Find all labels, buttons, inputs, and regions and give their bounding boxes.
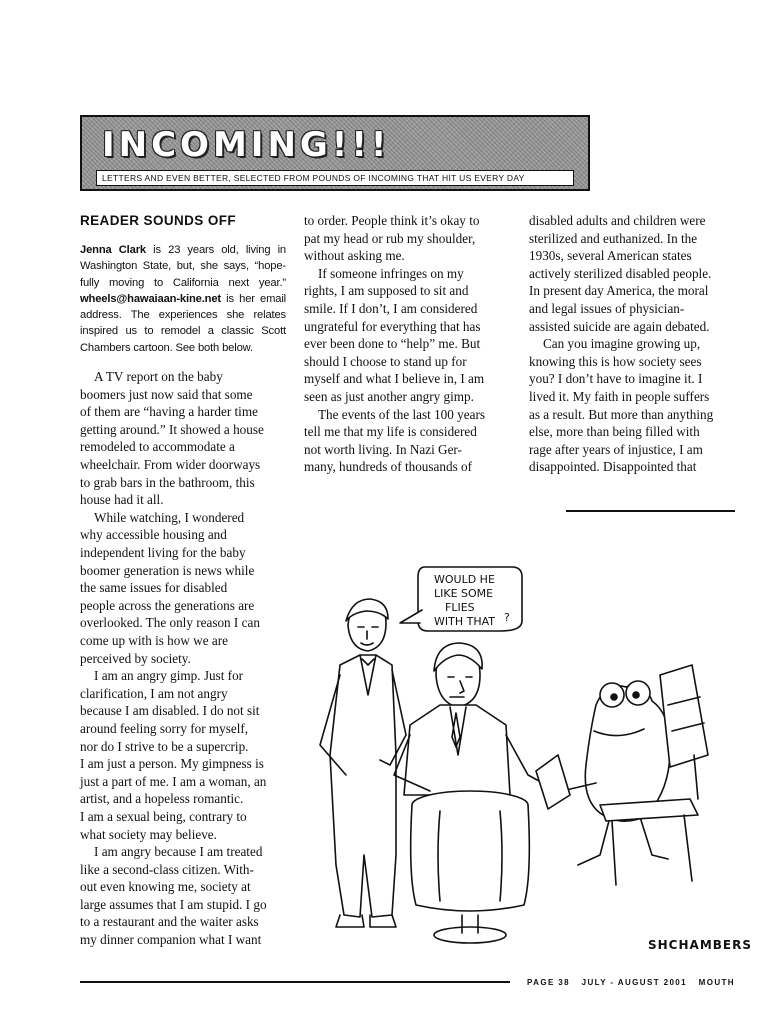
- body-line: overlooked. The only reason I can: [80, 615, 260, 631]
- speech-question-mark: ?: [504, 611, 510, 624]
- body-line: else, more than being filled with: [529, 424, 700, 440]
- body-line: ever been done to “help” me. But: [304, 336, 481, 352]
- column-end-rule: [566, 510, 735, 512]
- body-line: boomer generation is news while: [80, 562, 255, 578]
- body-line: The events of the last 100 years: [318, 406, 485, 422]
- body-line: to a restaurant and the waiter asks: [80, 914, 259, 930]
- body-line: nor do I strive to be a supercrip.: [80, 738, 249, 754]
- body-line: ungrateful for everything that has: [304, 318, 481, 334]
- body-line: disabled adults and children were: [529, 213, 706, 228]
- page-footer: [527, 978, 743, 987]
- body-line: knowing this is how society sees: [529, 353, 702, 369]
- article-intro: [80, 242, 286, 356]
- body-line: my dinner companion what I want: [80, 932, 262, 948]
- body-line: large assumes that I am stupid. I go: [80, 896, 267, 912]
- body-line: people across the generations are: [80, 597, 255, 613]
- body-line: you? I don’t have to imagine it. I: [529, 371, 703, 387]
- cartoon-drawing: [300, 555, 760, 965]
- speech-line-4: WITH THAT: [434, 615, 495, 628]
- speech-line-1: WOULD HE: [434, 573, 495, 586]
- speech-bubble-tail: [400, 610, 422, 623]
- body-line: I am a sexual being, contrary to: [80, 808, 247, 824]
- body-line: perceived by society.: [80, 650, 191, 666]
- footer-rule: [80, 981, 510, 983]
- body-line: because I am disabled. I do not sit: [80, 703, 260, 719]
- body-line: tell me that my life is considered: [304, 424, 477, 440]
- body-line: I am angry because I am treated: [94, 844, 263, 860]
- body-line: Can you imagine growing up,: [543, 336, 701, 352]
- body-line: pat my head or rub my shoulder,: [304, 230, 476, 246]
- body-line: I am an angry gimp. Just for: [94, 668, 244, 684]
- body-line: seen as just another angry gimp.: [304, 388, 474, 404]
- body-line: 1930s, several American states: [529, 248, 692, 264]
- body-line: artist, and a hopeless romantic.: [80, 791, 244, 807]
- article-column-2: [304, 212, 504, 476]
- body-line: disappointed. Disappointed that: [529, 459, 697, 475]
- article-column-3: [529, 212, 737, 476]
- speech-line-2: LIKE SOME: [434, 587, 494, 600]
- body-line: clarification, I am not angry: [80, 685, 228, 701]
- body-line: sterilized and euthanized. In the: [529, 230, 698, 246]
- incoming-banner: [80, 115, 590, 191]
- body-line: like a second-class citizen. With-: [80, 861, 254, 877]
- restaurant-table: [411, 791, 530, 943]
- body-line: I am just a person. My gimpness is: [80, 756, 264, 772]
- footer-magazine-name: MOUTH: [698, 978, 735, 987]
- body-line: If someone infringes on my: [318, 265, 464, 281]
- body-line: rights, I am supposed to sit and: [304, 283, 469, 299]
- body-line: to order. People think it’s okay to: [304, 213, 480, 228]
- body-line: independent living for the baby: [80, 545, 246, 561]
- body-line: what society may believe.: [80, 826, 217, 842]
- column-1-body: [80, 368, 286, 949]
- body-line: wheelchair. From wider doorways: [80, 457, 261, 473]
- body-line: assisted suicide are again debated.: [529, 318, 710, 334]
- body-line: to grab bars in the bathroom, this: [80, 474, 255, 490]
- body-line: many, hundreds of thousands of: [304, 459, 472, 475]
- body-line: should I choose to stand up for: [304, 353, 467, 369]
- cartoon-signature: SHCHAMBERS: [648, 938, 752, 952]
- body-line: myself and what I believe in, I am: [304, 371, 485, 387]
- body-line: around feeling sorry for myself,: [80, 720, 249, 736]
- speech-line-3: FLIES: [445, 601, 475, 614]
- frog-figure: [552, 681, 670, 865]
- body-line: getting around.” It showed a house: [80, 421, 264, 437]
- body-line: boomers just now said that some: [80, 386, 253, 402]
- body-line: the same issues for disabled: [80, 580, 228, 596]
- body-line: out even knowing me, society at: [80, 879, 251, 895]
- intro-text-1: is 23 years old, living in Washington State, but, she says, “hope-fully moving to California next year.”: [80, 244, 286, 289]
- body-line: actively sterilized disabled people.: [529, 265, 712, 281]
- body-line: of them are “having a harder time: [80, 404, 258, 420]
- body-line: In present day America, the moral: [529, 283, 709, 299]
- body-line: rage after years of injustice, I am: [529, 441, 703, 457]
- body-line: without asking me.: [304, 248, 405, 264]
- body-line: While watching, I wondered: [94, 509, 245, 525]
- author-email-link[interactable]: wheels@hawaiaan-kine.net: [80, 292, 221, 305]
- author-name: Jenna Clark: [80, 244, 146, 256]
- article-column-1: [80, 212, 286, 949]
- body-line: lived it. My faith in people suffers: [529, 388, 710, 404]
- waiter-figure: [320, 599, 406, 927]
- footer-issue-date: JULY - AUGUST 2001: [581, 978, 688, 987]
- cartoon-illustration: [300, 555, 760, 965]
- body-line: as a result. But more than anything: [529, 406, 714, 422]
- banner-title: INCOMING!!!: [102, 125, 391, 165]
- body-line: not worth living. In Nazi Ger-: [304, 441, 462, 457]
- body-line: smile. If I don’t, I am considered: [304, 300, 478, 316]
- intro-text-2: is her email address. The experiences she relates inspired us to remodel a classic Scott Chambers cartoon. See both below.: [80, 292, 286, 354]
- menu-card: [536, 755, 570, 809]
- body-line: come up with is how we are: [80, 632, 228, 648]
- seated-man-figure: [394, 643, 550, 795]
- article-headline: READER SOUNDS OFF: [80, 213, 237, 228]
- body-line: just a part of me. I am a woman, an: [80, 773, 267, 789]
- body-line: A TV report on the baby: [94, 369, 223, 385]
- body-line: remodeled to accommodate a: [80, 439, 235, 455]
- body-line: and legal issues of physician-: [529, 300, 685, 316]
- body-line: house had it all.: [80, 492, 164, 508]
- footer-page-number: PAGE 38: [527, 978, 570, 987]
- body-line: why accessible housing and: [80, 527, 227, 543]
- banner-subtitle: LETTERS AND EVEN BETTER, SELECTED FROM POUNDS OF INCOMING THAT HIT US EVERY DAY: [96, 170, 574, 186]
